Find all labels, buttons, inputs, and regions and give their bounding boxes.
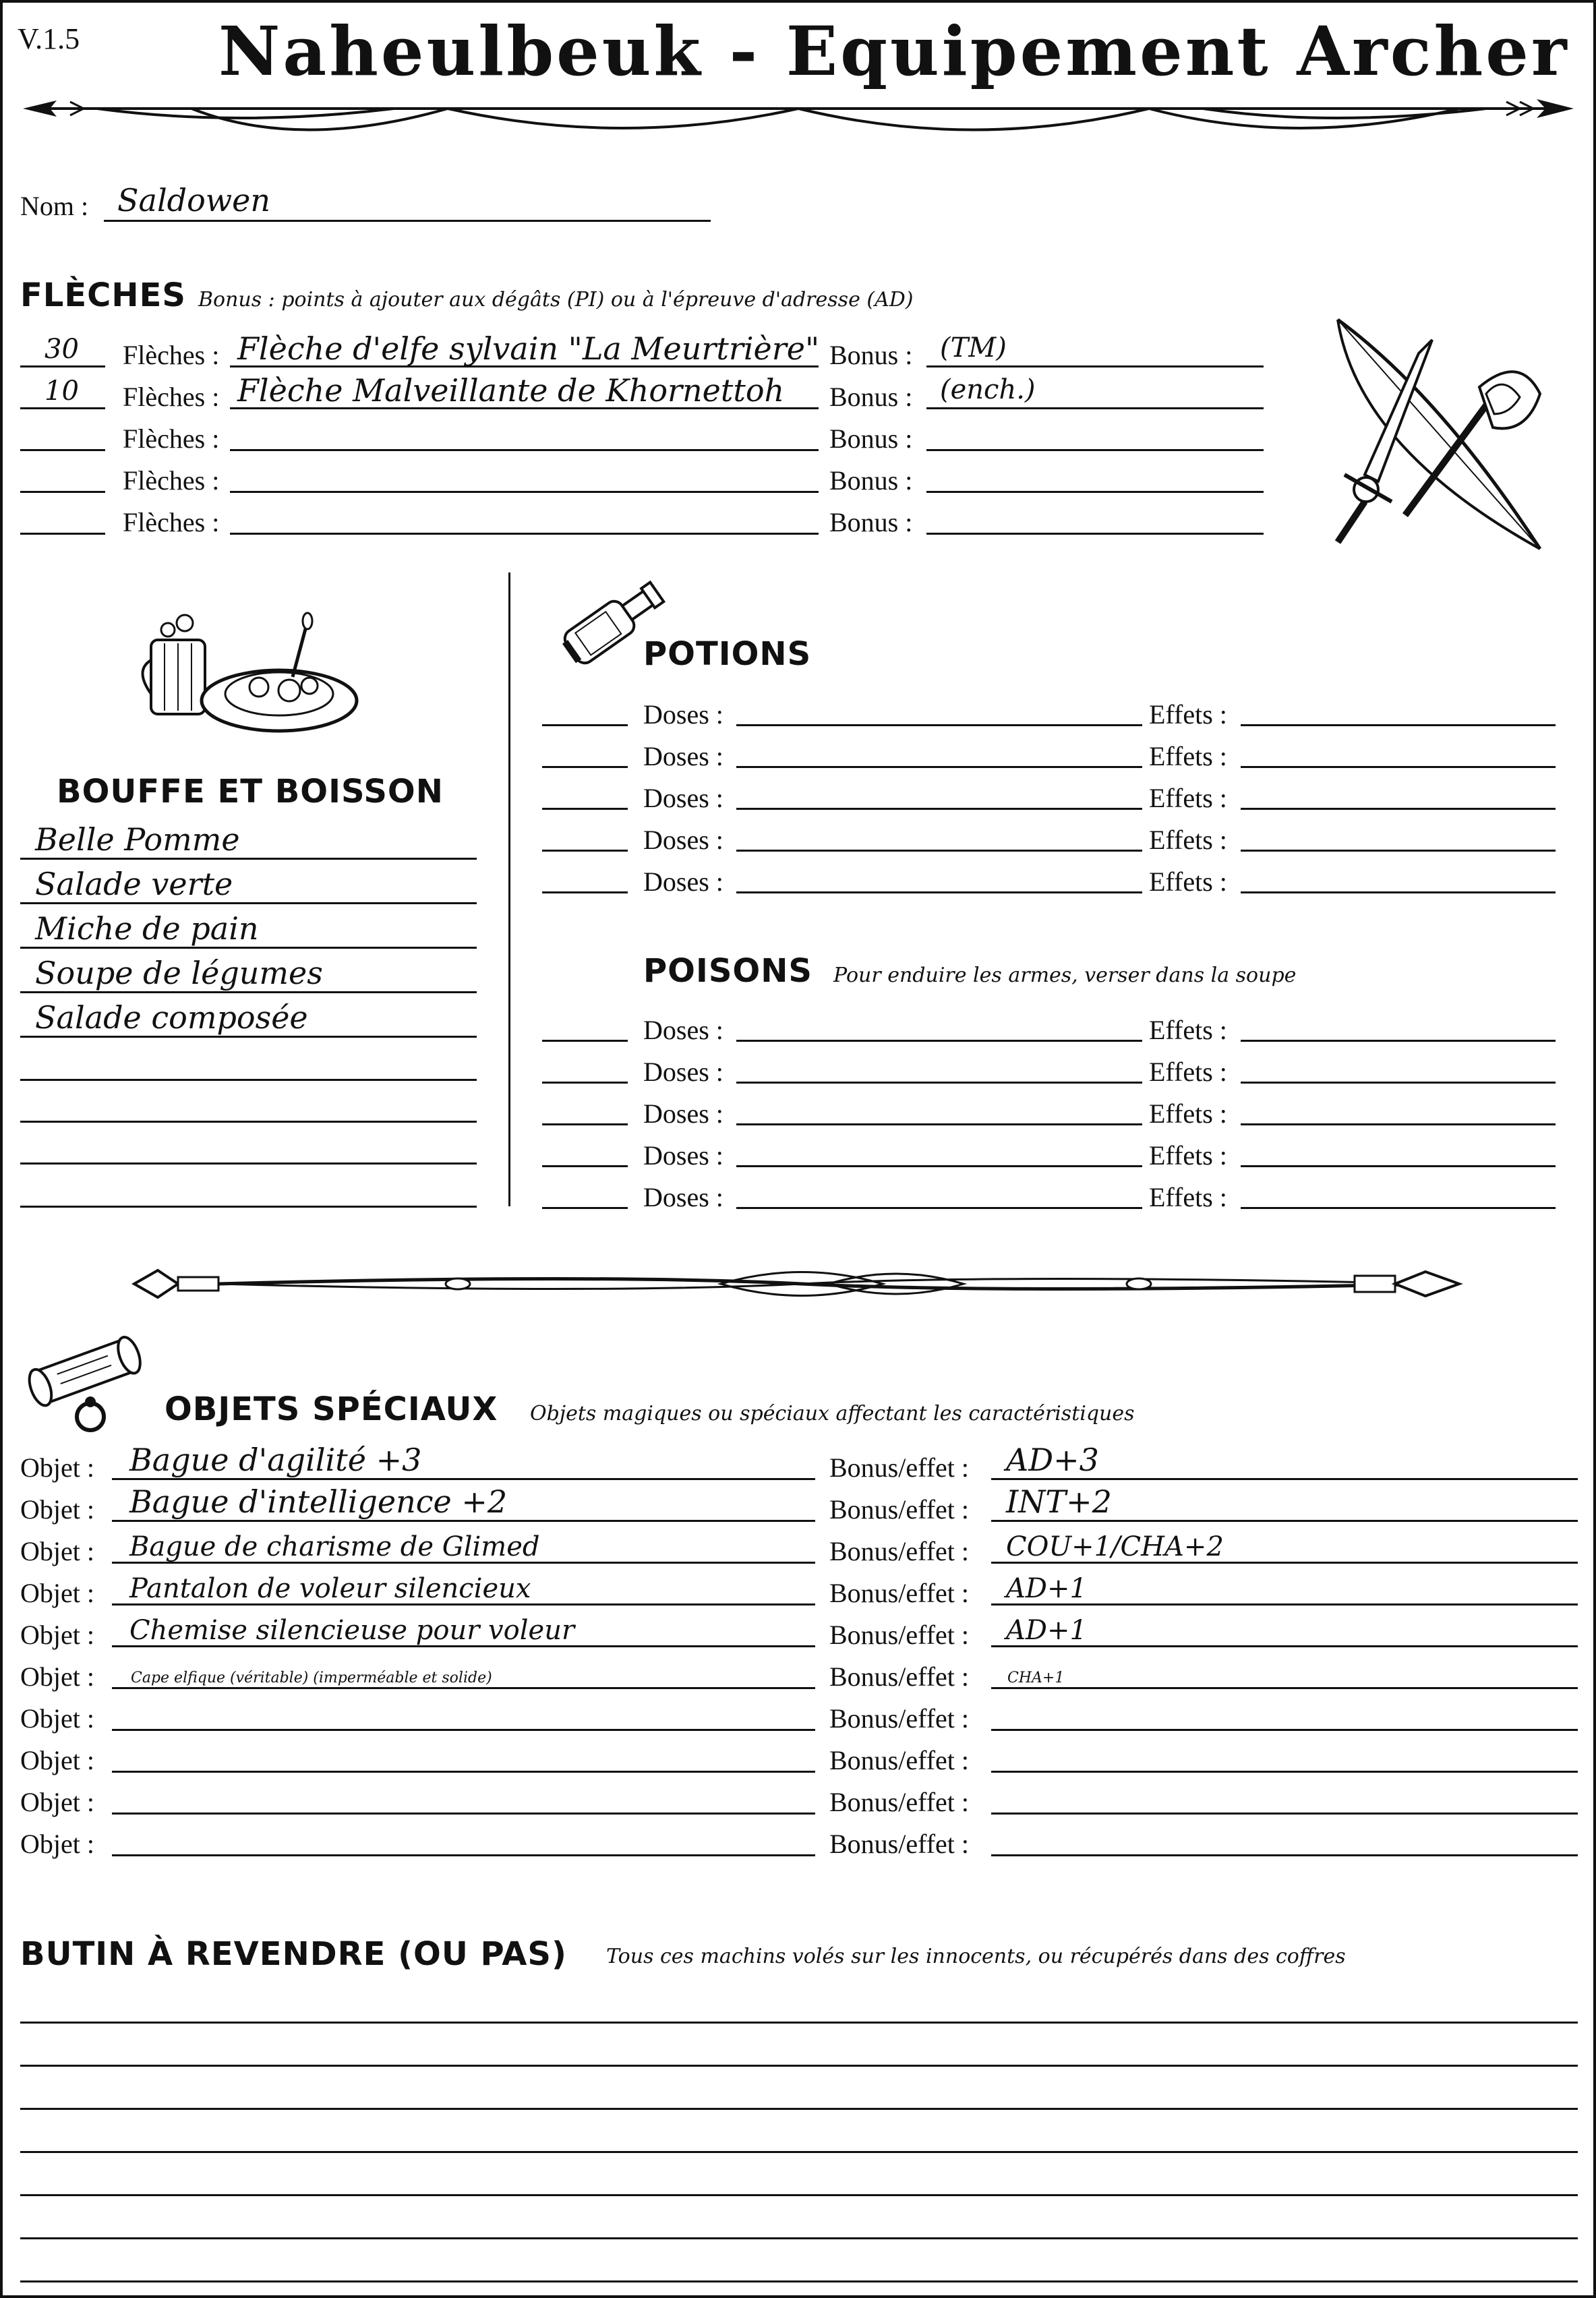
objet-bonus[interactable]: AD+3 (1006, 1442, 1099, 1478)
objet-label: Objet : (20, 1452, 94, 1483)
poisons-subtitle: Pour enduire les armes, verser dans la soupe (833, 964, 1297, 987)
objet-bonus-label: Bonus/effet : (829, 1494, 970, 1525)
fleche-count-line (20, 449, 105, 451)
potion-effets-field[interactable] (1241, 850, 1556, 852)
potion-doses-field[interactable] (736, 891, 1142, 893)
objet-label: Objet : (20, 1494, 94, 1525)
objet-label: Objet : (20, 1787, 94, 1817)
objet-label: Objet : (20, 1745, 94, 1775)
bonus-label: Bonus : (829, 465, 913, 496)
poison-doses-count-field[interactable] (542, 1082, 628, 1084)
objet-label: Objet : (20, 1578, 94, 1608)
bouffe-item[interactable]: Belle Pomme (35, 821, 240, 858)
effets-label: Effets : (1149, 1015, 1227, 1045)
version-label: V.1.5 (18, 22, 80, 55)
fleche-count-line (20, 533, 105, 535)
doses-label: Doses : (643, 1182, 723, 1212)
bouffe-item[interactable]: Soupe de légumes (35, 955, 323, 991)
objet-bonus-label: Bonus/effet : (829, 1452, 970, 1483)
objet-name-field[interactable] (112, 1729, 815, 1731)
bouffe-heading: BOUFFE ET BOISSON (57, 773, 444, 811)
fleches-heading: FLÈCHES (20, 276, 186, 314)
objet-bonus-label: Bonus/effet : (829, 1787, 970, 1817)
butin-line-field[interactable] (20, 2194, 1578, 2196)
fleches-label: Flèches : (123, 465, 220, 496)
doses-label: Doses : (643, 1098, 723, 1129)
poison-effets-field[interactable] (1241, 1040, 1556, 1042)
objet-label: Objet : (20, 1661, 94, 1692)
objet-label: Objet : (20, 1829, 94, 1859)
bouffe-item[interactable]: Salade verte (35, 866, 233, 902)
food-icon (138, 606, 360, 741)
objet-bonus-label: Bonus/effet : (829, 1661, 970, 1692)
poison-doses-field[interactable] (736, 1082, 1142, 1084)
fleches-label: Flèches : (123, 507, 220, 537)
objets-subtitle: Objets magiques ou spéciaux affectant les caractéristiques (530, 1402, 1135, 1425)
fleches-label: Flèches : (123, 340, 220, 370)
potion-doses-field[interactable] (736, 850, 1142, 852)
fleche-bonus[interactable]: (TM) (940, 332, 1007, 363)
poison-doses-count-field[interactable] (542, 1123, 628, 1125)
fleche-bonus-field[interactable] (926, 449, 1264, 451)
objet-name[interactable]: Bague d'agilité +3 (129, 1442, 422, 1478)
objet-bonus[interactable]: CHA+1 (1007, 1670, 1065, 1686)
fleche-count-line (20, 491, 105, 493)
fleche-name-field[interactable] (230, 533, 819, 535)
doses-label: Doses : (643, 866, 723, 897)
weapons-icon (1318, 313, 1574, 556)
objet-bonus[interactable]: AD+1 (1006, 1615, 1087, 1646)
fleche-bonus-field[interactable] (926, 491, 1264, 493)
butin-line-field[interactable] (20, 2280, 1578, 2282)
potions-heading: POTIONS (643, 635, 812, 673)
objet-bonus-field[interactable] (991, 1729, 1578, 1731)
name-label: Nom : (20, 191, 89, 221)
fleche-name-field[interactable] (230, 449, 819, 451)
effets-label: Effets : (1149, 741, 1227, 771)
objet-bonus-label: Bonus/effet : (829, 1578, 970, 1608)
objet-bonus-label: Bonus/effet : (829, 1829, 970, 1859)
butin-line-field[interactable] (20, 2065, 1578, 2067)
poison-effets-field[interactable] (1241, 1165, 1556, 1167)
objet-label: Objet : (20, 1620, 94, 1650)
potion-doses-field[interactable] (736, 724, 1142, 726)
bonus-label: Bonus : (829, 423, 913, 454)
potion-doses-count-field[interactable] (542, 766, 628, 768)
fleches-subtitle: Bonus : points à ajouter aux dégâts (PI) ou à l'épreuve d'adresse (AD) (198, 288, 914, 312)
potion-effets-field[interactable] (1241, 724, 1556, 726)
name-field[interactable]: Saldowen (117, 182, 271, 218)
effets-label: Effets : (1149, 1182, 1227, 1212)
bouffe-item-field[interactable] (20, 1162, 477, 1165)
objet-bonus-field[interactable] (991, 1854, 1578, 1856)
effets-label: Effets : (1149, 699, 1227, 730)
effets-label: Effets : (1149, 783, 1227, 813)
page-title: Naheulbeuk - Equipement Archer (218, 11, 1570, 91)
name-field-line (104, 220, 711, 222)
objet-bonus-label: Bonus/effet : (829, 1745, 970, 1775)
fleche-bonus-field[interactable] (926, 533, 1264, 535)
objet-name-field[interactable] (112, 1813, 815, 1815)
objet-name[interactable]: Pantalon de voleur silencieux (129, 1573, 531, 1604)
poison-effets-field[interactable] (1241, 1207, 1556, 1209)
bouffe-item-field[interactable] (20, 1121, 477, 1123)
bouffe-item-field[interactable] (20, 1079, 477, 1081)
effets-label: Effets : (1149, 866, 1227, 897)
objet-name[interactable]: Cape elfique (véritable) (imperméable et solide) (131, 1670, 492, 1686)
fleche-name[interactable]: Flèche d'elfe sylvain "La Meurtrière" (237, 330, 820, 367)
objets-heading: OBJETS SPÉCIAUX (165, 1390, 498, 1428)
bonus-label: Bonus : (829, 382, 913, 412)
fleche-name-field[interactable] (230, 491, 819, 493)
butin-subtitle: Tous ces machins volés sur les innocents, ou récupérés dans des coffres (606, 1945, 1346, 1968)
staff-divider-icon (127, 1257, 1469, 1311)
potion-effets-field[interactable] (1241, 808, 1556, 810)
potion-effets-field[interactable] (1241, 891, 1556, 893)
fleche-count-line (20, 365, 105, 367)
bonus-label: Bonus : (829, 507, 913, 537)
objet-bonus-field[interactable] (991, 1813, 1578, 1815)
objet-bonus-field[interactable] (991, 1771, 1578, 1773)
fleche-count[interactable]: 10 (45, 376, 79, 407)
doses-label: Doses : (643, 783, 723, 813)
potion-doses-field[interactable] (736, 808, 1142, 810)
butin-line-field[interactable] (20, 2022, 1578, 2024)
bouffe-item-field[interactable] (20, 1206, 477, 1208)
objet-bonus-label: Bonus/effet : (829, 1536, 970, 1566)
potion-doses-count-field[interactable] (542, 808, 628, 810)
effets-label: Effets : (1149, 1140, 1227, 1171)
potion-effets-field[interactable] (1241, 766, 1556, 768)
fleche-name[interactable]: Flèche Malveillante de Khornettoh (237, 372, 785, 409)
poison-doses-field[interactable] (736, 1040, 1142, 1042)
doses-label: Doses : (643, 825, 723, 855)
fleche-bonus-line (926, 365, 1264, 367)
fleche-count-line (20, 407, 105, 409)
poison-doses-field[interactable] (736, 1207, 1142, 1209)
butin-line-field[interactable] (20, 2237, 1578, 2239)
potion-doses-count-field[interactable] (542, 724, 628, 726)
objet-bonus-label: Bonus/effet : (829, 1620, 970, 1650)
scroll-ring-icon (16, 1334, 158, 1436)
butin-line-field[interactable] (20, 2108, 1578, 2110)
potion-doses-field[interactable] (736, 766, 1142, 768)
poison-effets-field[interactable] (1241, 1123, 1556, 1125)
objet-bonus[interactable]: AD+1 (1006, 1573, 1087, 1604)
objet-label: Objet : (20, 1703, 94, 1734)
objet-name[interactable]: Chemise silencieuse pour voleur (129, 1615, 575, 1646)
effets-label: Effets : (1149, 825, 1227, 855)
objet-name[interactable]: Bague d'intelligence +2 (129, 1483, 508, 1520)
doses-label: Doses : (643, 1057, 723, 1087)
fleches-label: Flèches : (123, 423, 220, 454)
objet-label: Objet : (20, 1536, 94, 1566)
fleches-label: Flèches : (123, 382, 220, 412)
bonus-label: Bonus : (829, 340, 913, 370)
poison-effets-field[interactable] (1241, 1082, 1556, 1084)
objet-name-field[interactable] (112, 1854, 815, 1856)
bouffe-item[interactable]: Miche de pain (35, 910, 259, 947)
effets-label: Effets : (1149, 1098, 1227, 1129)
potion-doses-count-field[interactable] (542, 850, 628, 852)
fleche-bonus-line (926, 407, 1264, 409)
doses-label: Doses : (643, 1140, 723, 1171)
objet-bonus[interactable]: INT+2 (1006, 1483, 1112, 1520)
poison-doses-count-field[interactable] (542, 1040, 628, 1042)
arrow-divider-icon (16, 87, 1580, 148)
poison-doses-count-field[interactable] (542, 1207, 628, 1209)
doses-label: Doses : (643, 741, 723, 771)
column-divider (508, 572, 510, 1206)
fleche-count[interactable]: 30 (45, 334, 79, 365)
objet-name[interactable]: Bague de charisme de Glimed (129, 1531, 540, 1562)
butin-line-field[interactable] (20, 2151, 1578, 2153)
objet-bonus-label: Bonus/effet : (829, 1703, 970, 1734)
butin-heading: BUTIN À REVENDRE (OU PAS) (20, 1935, 567, 1973)
poisons-heading: POISONS (643, 952, 812, 990)
poison-doses-field[interactable] (736, 1165, 1142, 1167)
effets-label: Effets : (1149, 1057, 1227, 1087)
potion-doses-count-field[interactable] (542, 891, 628, 893)
doses-label: Doses : (643, 699, 723, 730)
fleche-bonus[interactable]: (ench.) (940, 374, 1036, 405)
doses-label: Doses : (643, 1015, 723, 1045)
poison-doses-count-field[interactable] (542, 1165, 628, 1167)
bouffe-item[interactable]: Salade composée (35, 999, 308, 1036)
poison-doses-field[interactable] (736, 1123, 1142, 1125)
objet-name-field[interactable] (112, 1771, 815, 1773)
objet-bonus[interactable]: COU+1/CHA+2 (1006, 1531, 1224, 1562)
